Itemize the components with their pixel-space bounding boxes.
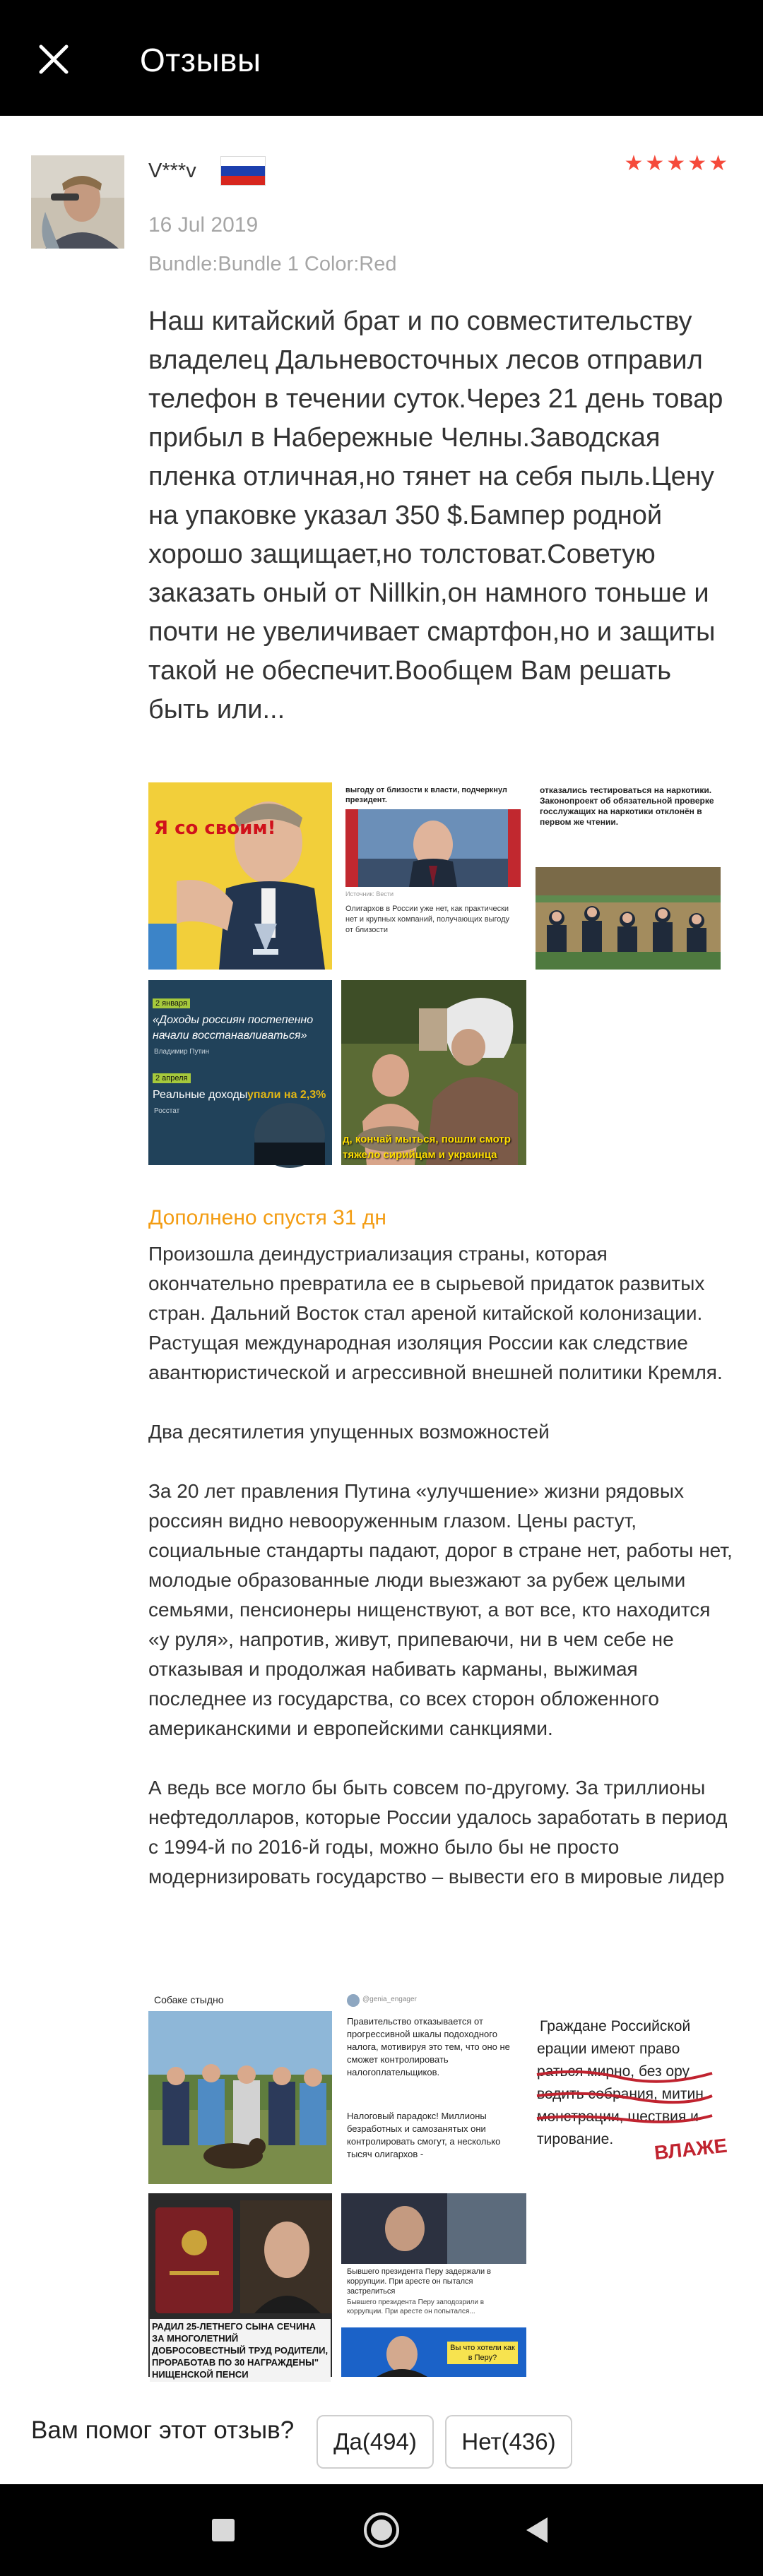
- review-photo[interactable]: [148, 1990, 332, 2184]
- photo-caption: тирование.: [537, 2131, 614, 2147]
- close-button[interactable]: [25, 31, 82, 88]
- photo-caption: Вы что хотели как в Перу?: [447, 2342, 518, 2364]
- home-button[interactable]: [353, 2502, 410, 2558]
- review-photo[interactable]: [536, 1990, 728, 2184]
- review-photo[interactable]: [341, 782, 525, 970]
- system-nav-bar: [0, 2484, 763, 2576]
- review-photo[interactable]: [341, 1990, 526, 2184]
- photo-caption: Я со своим!: [154, 818, 276, 839]
- review-photo[interactable]: [536, 782, 721, 970]
- photo-caption: Бывшего президента Перу задержали в коррупции. При аресте он пытался застрелиться: [347, 2267, 492, 2296]
- photo-source: Источник: Вести: [345, 890, 394, 898]
- review-photo[interactable]: [148, 980, 332, 1165]
- photo-caption: Олигархов в России уже нет, как практически нет и крупных компаний, получающих выгоду от близости: [345, 905, 510, 934]
- photo-highlight: упали на 2,3%: [247, 1089, 326, 1101]
- star-icon: ★: [666, 152, 686, 175]
- photo-tag: 2 января: [153, 998, 190, 1008]
- helpful-yes-button[interactable]: Да(494): [317, 2415, 434, 2469]
- country-flag-icon: [220, 156, 266, 186]
- photo-caption: РАДИЛ 25-ЛЕТНЕГО СЫНА СЕЧИНА ЗА МНОГОЛЕТНИЙ ДОБРОСОВЕСТНЫЙ ТРУД РОДИТЕЛИ, ПРОРАБОТАВ ПО 30 НАГРАЖДЕНЫ" НИЩЕНСКОЙ ПЕНСИ: [150, 2319, 331, 2382]
- photo-caption: Граждане Российской: [540, 2018, 691, 2034]
- star-icon: ★: [687, 152, 707, 175]
- review-photo[interactable]: [148, 782, 332, 970]
- circle-icon: [363, 2512, 400, 2548]
- addendum-text: Произошла деиндустриализация страны, которая окончательно превратила ее в сырьевой придаток развитых стран. Дальний Восток стал ареной китайской колонизации. Растущая международная изоляция России как следствие авантюристической и агрессивной внешней политики Кремля. Два десятилетия упущенных возможностей За 20 лет правления Путина «улучшение» жизни рядовых россиян видно невооруженным глазом. Цены растут, социальные стандарты падают, дорог в стране нет, работы нет, молодые образованные люди выезжают за рубеж целыми семьями, пенсионеры нищенствуют, а вот все, кто находится «у руля», напротив, живут, припеваючи, ни в чем себе не отказывая и продолжая набивать карманы, выжимая последнее из государства, со всех сторон обложенного американскими и европейскими санкциями. А ведь все могло бы быть совсем по-другому. За триллионы нефтедолларов, которые России удалось заработать в период с 1994-й по 2016-й годы, можно было бы не просто модернизировать государство – вывести его в мировые лидер: [148, 1243, 733, 1888]
- photo-caption: монстрации, шествия и: [537, 2109, 699, 2125]
- triangle-back-icon: [524, 2516, 550, 2544]
- helpful-question: Вам помог этот отзыв?: [31, 2416, 295, 2444]
- square-icon: [211, 2517, 236, 2543]
- photo-stamp: ВЛАЖЕ: [653, 2134, 728, 2164]
- photo-caption: Правительство отказывается от прогрессивной шкалы подоходного налога, мотивируя это тем, что оно не сможет контролировать налогоплательщиков.: [347, 2016, 510, 2077]
- photo-caption: отказались тестироваться на наркотики. Законопроект об обязательной проверке госслужащих на наркотики отклонён в первом же чтении.: [540, 785, 714, 827]
- review-date: 16 Jul 2019: [148, 213, 259, 237]
- back-button[interactable]: [509, 2502, 565, 2558]
- review-photo[interactable]: [341, 2193, 526, 2377]
- photo-caption: ерации имеют право: [537, 2041, 680, 2057]
- close-icon: [37, 43, 70, 76]
- addendum-label: Дополнено спустя 31 дн: [148, 1206, 386, 1229]
- avatar[interactable]: [31, 155, 124, 249]
- photo-caption: водить собрания, митин: [537, 2086, 704, 2102]
- star-icon: ★: [709, 152, 728, 175]
- helpful-no-button[interactable]: Нет(436): [445, 2415, 572, 2469]
- avatar: [347, 1994, 360, 2007]
- photo-caption: раться мирно, без ору: [537, 2063, 690, 2080]
- page-title: Отзывы: [140, 42, 261, 78]
- top-bar: [0, 0, 763, 116]
- rating-stars: [624, 153, 728, 174]
- photo-caption: Владимир Путин: [154, 1048, 210, 1056]
- photo-caption: Росстат: [154, 1107, 180, 1115]
- review-photo[interactable]: [341, 980, 526, 1165]
- photo-caption: Налоговый парадокс! Миллионы безработных и самозанятых они контролировать смогут, а несколько тысяч олигархов -: [347, 2111, 501, 2159]
- photo-caption: «Доходы россиян постепенно начали восстанавливаться»: [153, 1014, 314, 1042]
- reviewer-name: V***v: [148, 160, 196, 182]
- recent-apps-button[interactable]: [195, 2502, 252, 2558]
- photo-caption: Бывшего президента Перу заподозрили в коррупции. При аресте он попытался...: [347, 2298, 485, 2315]
- star-icon: ★: [624, 152, 644, 175]
- review-text: Наш китайский брат и по совместительству владелец Дальневосточных лесов отправил телефон в течении суток.Через 21 день товар прибыл в Набережные Челны.Заводская пленка отличная,но тянет на себя пыль.Цену на упаковке указал 350 $.Бампер родной хорошо защищает,но толстоват.Советую заказать оный от Nillkin,он намного тоньше и почти не увеличивает смартфон,но и защиты такой не обеспечит.Вообщем Вам решать быть или...: [148, 306, 723, 724]
- star-icon: ★: [645, 152, 665, 175]
- photo-tag: 2 апреля: [153, 1073, 191, 1083]
- product-variant: Bundle:Bundle 1 Color:Red: [148, 253, 397, 275]
- photo-caption: Реальные доходы: [153, 1089, 248, 1101]
- photo-caption: выгоду от близости к власти, подчеркнул президент.: [345, 786, 507, 804]
- photo-caption: Собаке стыдно: [154, 1994, 224, 2005]
- photo-handle: @genia_engager: [362, 1996, 417, 2003]
- photo-caption: д, кончай мыться, пошли смотр тяжело сирийцам и украинца: [343, 1133, 511, 1161]
- review-photo[interactable]: [148, 2193, 332, 2380]
